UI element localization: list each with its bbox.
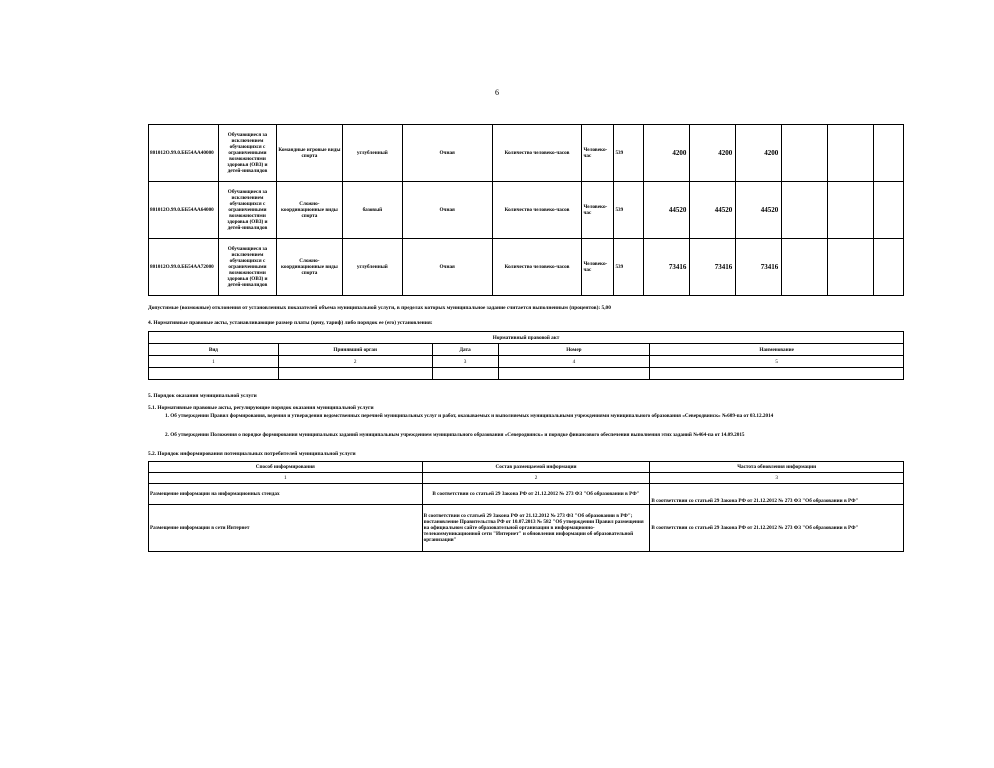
value-year-2: 4200 [690,125,736,182]
header-content: Состав размещаемой информации [422,462,650,473]
value-year-3: 73416 [736,239,782,296]
empty-cell [432,368,498,380]
indicator-name: Количество человеко-часов [492,125,582,182]
empty-cell [782,125,828,182]
empty-cell [149,368,279,380]
program-level: углубленный [342,125,402,182]
empty-cell [828,125,874,182]
header-number: Номер [498,344,650,356]
table-header-row [149,462,904,473]
empty-cell [782,182,828,239]
info-method: Размещение информации в сети Интернет [149,505,423,552]
program-level: углубленный [342,239,402,296]
sport-type: Сложно-координационные виды спорта [276,182,342,239]
unit-name: Человеко-час [582,125,614,182]
info-content: В соответствии со статьей 29 Закона РФ от 21.12.2012 № 273 ФЗ "Об образовании в РФ" [422,484,650,505]
consumer-category: Обучающиеся за исключением обучающихся с ограниченными возможностями здоровья (ОВЗ) и детей-инвалидов [218,182,276,239]
empty-cell [873,182,903,239]
study-form: Очная [402,125,492,182]
column-number: 4 [498,356,650,368]
empty-cell [782,239,828,296]
header-date: Дата [432,344,498,356]
legal-acts-table [148,331,904,380]
table-row [149,356,904,368]
column-number: 3 [432,356,498,368]
value-year-1: 73416 [644,239,690,296]
study-form: Очная [402,182,492,239]
header-name: Наименование [650,344,904,356]
value-year-2: 44520 [690,182,736,239]
section5-1-heading: 5.1. Нормативные правовые акты, регулирующие порядок оказания муниципальной услуги [148,405,374,411]
empty-cell [873,239,903,296]
header-frequency: Частота обновления информации [650,462,904,473]
indicator-name: Количество человеко-часов [492,239,582,296]
empty-cell [873,125,903,182]
program-level: базовый [342,182,402,239]
value-year-1: 4200 [644,125,690,182]
column-number: 1 [149,356,279,368]
legal-act-2: 2. Об утверждении Положения о порядке формирования муниципальных заданий муниципальным учреждением муниципального образования «Северодвинск» и порядке финансового обеспечения выполнения этих заданий №464-па от 14.09.2015 [165,432,745,438]
sport-type: Командные игровые виды спорта [276,125,342,182]
acts-table-title: Нормативный правовой акт [149,332,904,344]
empty-cell [828,239,874,296]
legal-act-1: 1. Об утверждении Правил формирования, ведения и утверждения ведомственных перечней муниципальных услуг и работ, оказываемых и выполняемых муниципальными учреждениями муниципального образования «Северодвинск» №609-па от 03.12.2014 [165,413,774,419]
table-row [149,125,904,182]
okei-code: 539 [614,125,644,182]
empty-cell [650,368,904,380]
info-frequency: В соответствии со статьей 29 Закона РФ от 21.12.2012 № 273 ФЗ "Об образовании в РФ" [650,505,904,552]
information-table [148,461,904,552]
study-form: Очная [402,239,492,296]
value-year-3: 44520 [736,182,782,239]
unit-name: Человеко-час [582,239,614,296]
info-content: В соответствии со статьей 29 Закона РФ от 21.12.2012 № 273 ФЗ "Об образовании в РФ"; постановление Правительства РФ от 10.07.2013 № 582 "Об утверждении Правил размещения на официальном сайте образовательной организации в информационно-телекоммуникационной сети "Интернет" и обновления информации об образовательной организации" [422,505,650,552]
table-row [149,505,904,552]
service-code: 801012О.99.0.ББ54АА72000 [149,239,219,296]
table-row [149,368,904,380]
column-number: 2 [422,473,650,484]
column-number: 2 [278,356,432,368]
page-number: 6 [495,88,499,97]
unit-name: Человеко-час [582,182,614,239]
consumer-category: Обучающиеся за исключением обучающихся с ограниченными возможностями здоровья (ОВЗ) и детей-инвалидов [218,125,276,182]
value-year-1: 44520 [644,182,690,239]
section5-heading: 5. Порядок оказания муниципальной услуги [148,393,257,399]
value-year-2: 73416 [690,239,736,296]
header-method: Способ информирования [149,462,423,473]
table-row [149,484,904,505]
info-frequency: В соответствии со статьей 29 Закона РФ от 21.12.2012 № 273 ФЗ "Об образовании в РФ" [650,484,904,505]
column-number: 3 [650,473,904,484]
service-volume-table [148,124,904,296]
table-row [149,239,904,296]
info-method: Размещение информации на информационных стендах [149,484,423,505]
empty-cell [278,368,432,380]
column-number: 1 [149,473,423,484]
table-row [149,182,904,239]
sport-type: Сложно-координационные виды спорта [276,239,342,296]
header-authority: Принявший орган [278,344,432,356]
section5-2-heading: 5.2. Порядок информирования потенциальных потребителей муниципальной услуги [148,451,356,457]
okei-code: 539 [614,239,644,296]
section4-heading: 4. Нормативные правовые акты, устанавливающие размер платы (цену, тариф) либо порядок ее (его) установления: [148,320,433,326]
table-header-row [149,332,904,344]
okei-code: 539 [614,182,644,239]
empty-cell [498,368,650,380]
table-header-row [149,344,904,356]
column-number: 5 [650,356,904,368]
empty-cell [828,182,874,239]
service-code: 801012О.99.0.ББ54АА40000 [149,125,219,182]
table-row [149,473,904,484]
indicator-name: Количество человеко-часов [492,182,582,239]
service-code: 801012О.99.0.ББ54АА64000 [149,182,219,239]
header-kind: Вид [149,344,279,356]
deviation-note: Допустимые (возможные) отклонения от установленных показателей объема муниципальной услуги, в пределах которых муниципальное задание считается выполненным (процентов): 5,00 [148,305,611,311]
value-year-3: 4200 [736,125,782,182]
consumer-category: Обучающиеся за исключением обучающихся с ограниченными возможностями здоровья (ОВЗ) и детей-инвалидов [218,239,276,296]
